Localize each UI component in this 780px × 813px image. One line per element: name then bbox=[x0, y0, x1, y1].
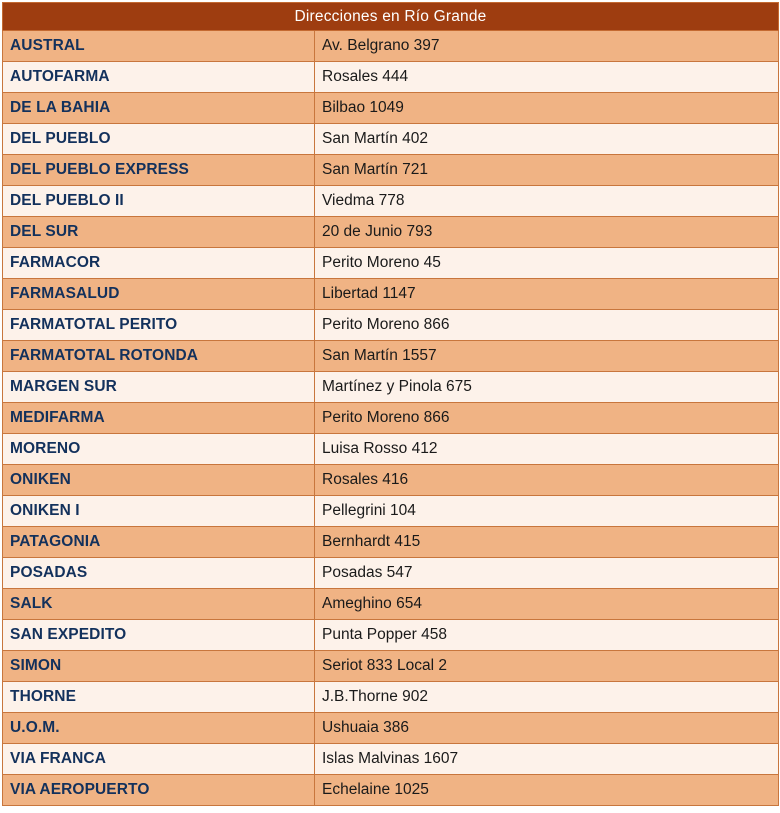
table-row bbox=[3, 651, 779, 682]
pharmacy-name-cell: PATAGONIA bbox=[3, 527, 315, 558]
table-row bbox=[3, 403, 779, 434]
table-row bbox=[3, 434, 779, 465]
pharmacy-name-cell: MEDIFARMA bbox=[3, 403, 315, 434]
table-row bbox=[3, 682, 779, 713]
table-row bbox=[3, 62, 779, 93]
pharmacy-address-cell: Perito Moreno 866 bbox=[315, 403, 779, 434]
table-row bbox=[3, 372, 779, 403]
pharmacy-name-cell: POSADAS bbox=[3, 558, 315, 589]
table-row bbox=[3, 310, 779, 341]
addresses-table bbox=[2, 2, 779, 806]
table-row bbox=[3, 558, 779, 589]
pharmacy-name-cell: ONIKEN I bbox=[3, 496, 315, 527]
pharmacy-name-cell: DEL PUEBLO EXPRESS bbox=[3, 155, 315, 186]
pharmacy-name-cell: SALK bbox=[3, 589, 315, 620]
pharmacy-address-cell: Pellegrini 104 bbox=[315, 496, 779, 527]
pharmacy-address-cell: 20 de Junio 793 bbox=[315, 217, 779, 248]
pharmacy-name-cell: AUTOFARMA bbox=[3, 62, 315, 93]
pharmacy-address-cell: Bernhardt 415 bbox=[315, 527, 779, 558]
pharmacy-name-cell: U.O.M. bbox=[3, 713, 315, 744]
table-row bbox=[3, 93, 779, 124]
pharmacy-name-cell: THORNE bbox=[3, 682, 315, 713]
pharmacy-name-cell: VIA AEROPUERTO bbox=[3, 775, 315, 806]
pharmacy-address-cell: Libertad 1147 bbox=[315, 279, 779, 310]
table-row bbox=[3, 465, 779, 496]
table-row bbox=[3, 589, 779, 620]
table-row bbox=[3, 744, 779, 775]
pharmacy-address-cell: Islas Malvinas 1607 bbox=[315, 744, 779, 775]
table-row bbox=[3, 186, 779, 217]
pharmacy-name-cell: DEL SUR bbox=[3, 217, 315, 248]
pharmacy-name-cell: FARMATOTAL ROTONDA bbox=[3, 341, 315, 372]
pharmacy-address-cell: San Martín 402 bbox=[315, 124, 779, 155]
pharmacy-address-cell: Perito Moreno 866 bbox=[315, 310, 779, 341]
addresses-table-body bbox=[3, 3, 779, 806]
table-row bbox=[3, 527, 779, 558]
pharmacy-name-cell: SIMON bbox=[3, 651, 315, 682]
pharmacy-name-cell: MARGEN SUR bbox=[3, 372, 315, 403]
pharmacy-name-cell: FARMACOR bbox=[3, 248, 315, 279]
pharmacy-name-cell: DE LA BAHIA bbox=[3, 93, 315, 124]
table-row bbox=[3, 341, 779, 372]
pharmacy-address-cell: Perito Moreno 45 bbox=[315, 248, 779, 279]
table-row bbox=[3, 31, 779, 62]
pharmacy-address-cell: San Martín 721 bbox=[315, 155, 779, 186]
table-row bbox=[3, 155, 779, 186]
table-row bbox=[3, 279, 779, 310]
pharmacy-name-cell: FARMASALUD bbox=[3, 279, 315, 310]
pharmacy-address-cell: Ameghino 654 bbox=[315, 589, 779, 620]
table-row bbox=[3, 496, 779, 527]
pharmacy-name-cell: DEL PUEBLO bbox=[3, 124, 315, 155]
pharmacy-name-cell: VIA FRANCA bbox=[3, 744, 315, 775]
table-row bbox=[3, 248, 779, 279]
pharmacy-address-cell: Luisa Rosso 412 bbox=[315, 434, 779, 465]
pharmacy-name-cell: AUSTRAL bbox=[3, 31, 315, 62]
pharmacy-name-cell: SAN EXPEDITO bbox=[3, 620, 315, 651]
pharmacy-address-cell: Posadas 547 bbox=[315, 558, 779, 589]
pharmacy-name-cell: ONIKEN bbox=[3, 465, 315, 496]
table-row bbox=[3, 713, 779, 744]
pharmacy-address-cell: Rosales 416 bbox=[315, 465, 779, 496]
pharmacy-address-cell: Viedma 778 bbox=[315, 186, 779, 217]
table-title-row bbox=[3, 3, 779, 31]
pharmacy-address-cell: Echelaine 1025 bbox=[315, 775, 779, 806]
pharmacy-address-cell: Ushuaia 386 bbox=[315, 713, 779, 744]
pharmacy-address-cell: Bilbao 1049 bbox=[315, 93, 779, 124]
pharmacy-address-cell: Seriot 833 Local 2 bbox=[315, 651, 779, 682]
table-row bbox=[3, 217, 779, 248]
table-row bbox=[3, 124, 779, 155]
pharmacy-address-cell: San Martín 1557 bbox=[315, 341, 779, 372]
pharmacy-address-cell: J.B.Thorne 902 bbox=[315, 682, 779, 713]
pharmacy-name-cell: FARMATOTAL PERITO bbox=[3, 310, 315, 341]
pharmacy-address-cell: Rosales 444 bbox=[315, 62, 779, 93]
pharmacy-address-cell: Av. Belgrano 397 bbox=[315, 31, 779, 62]
pharmacy-address-cell: Martínez y Pinola 675 bbox=[315, 372, 779, 403]
table-row bbox=[3, 775, 779, 806]
table-title: Direcciones en Río Grande bbox=[3, 3, 779, 31]
pharmacy-name-cell: DEL PUEBLO II bbox=[3, 186, 315, 217]
table-row bbox=[3, 620, 779, 651]
pharmacy-name-cell: MORENO bbox=[3, 434, 315, 465]
pharmacy-address-cell: Punta Popper 458 bbox=[315, 620, 779, 651]
